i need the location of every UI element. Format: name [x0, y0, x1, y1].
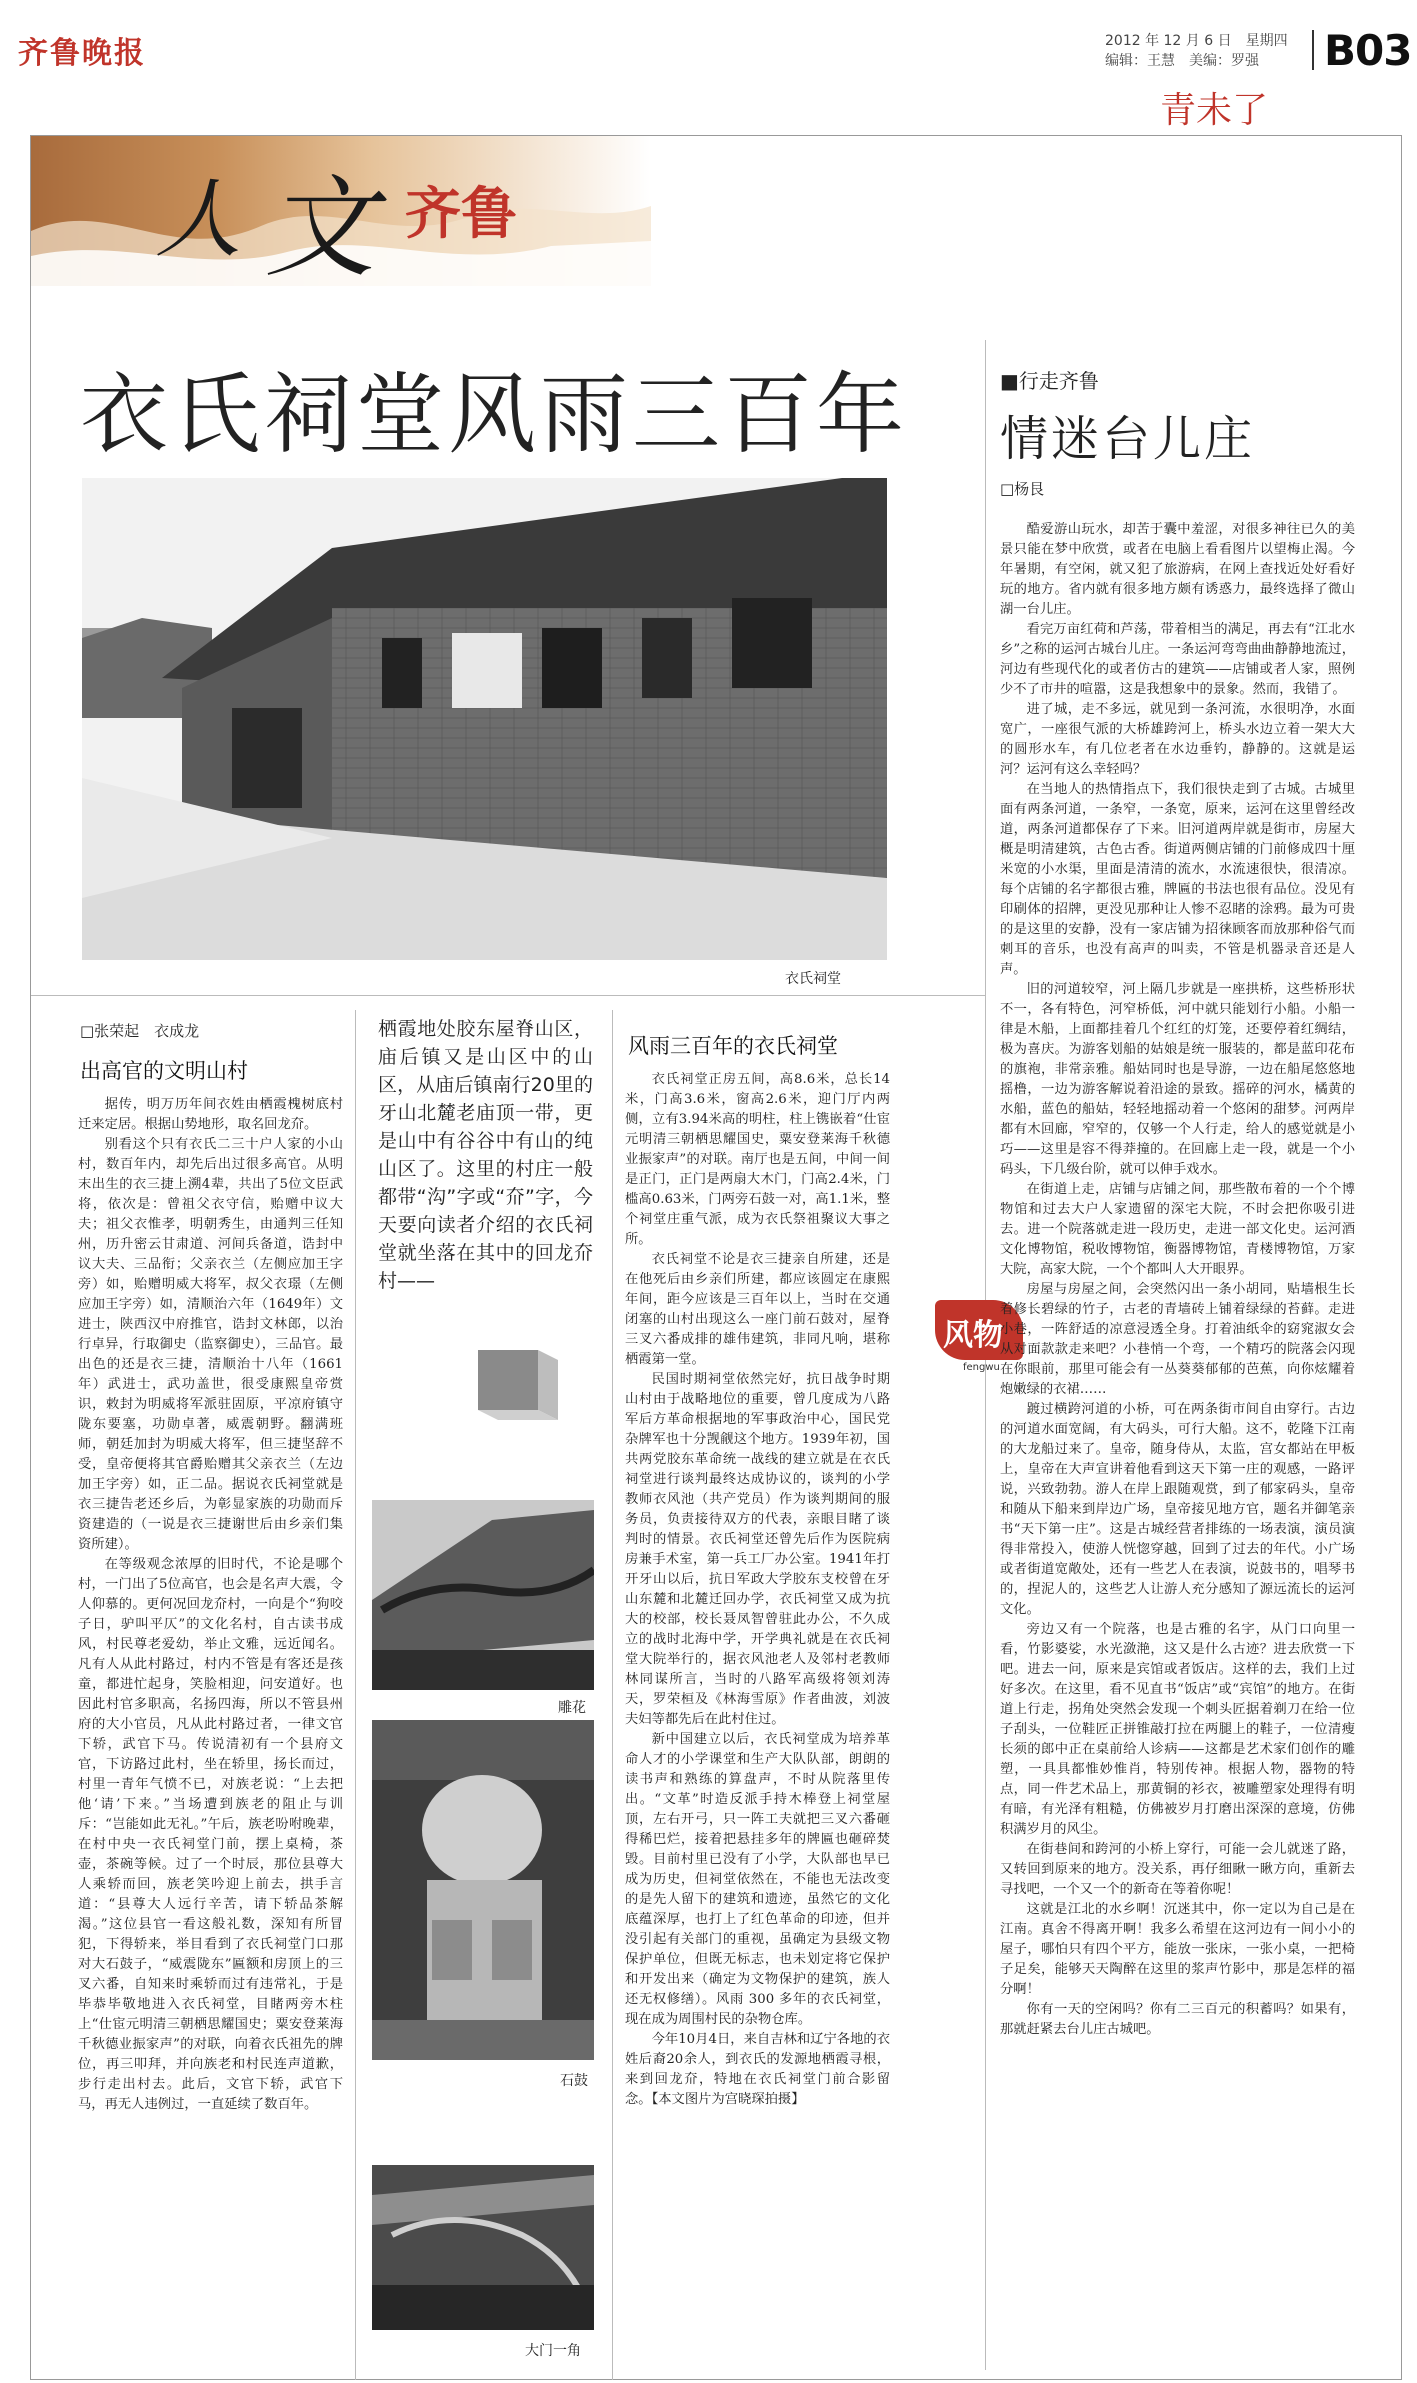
ancestral-hall-photo	[82, 478, 887, 960]
main-photo-caption: 衣氏祠堂	[785, 971, 841, 987]
col1-paragraph: 据传，明万历年间衣姓由栖霞槐树底村迁来定居。根据山势地形，取名回龙夼。	[78, 1097, 343, 1132]
photo-caption-diaohua: 雕花	[558, 1700, 586, 1716]
editor-credits: 编辑：王慧 美编：罗强	[1105, 53, 1259, 69]
side-paragraph: 在街巷间和跨河的小桥上穿行，可能一会儿就迷了路，又转回到原来的地方。没关系，再仔细瞅一瞅方向，重新去寻找吧，一个又一个的新奇在等着你呢！	[1000, 1842, 1355, 1897]
stamp-text: 风物	[943, 1318, 1003, 1353]
side-article-kicker: ■行走齐鲁	[1000, 369, 1099, 393]
col2-paragraph: 衣氏祠堂正房五间，高8.6米，总长14米，门高3.6米，窗高2.6米，迎门厅内两侧，立有3.94米高的明柱，柱上镌嵌着“仕宦元明清三朝栖思耀国史，粟安登莱海千秋德业振家声”的对联。南厅也是五间，中间一间是正门，正门是两扇大木门，门高2.4米，门槛高0.63米，门两旁石鼓一对，高1.1米，整个祠堂庄重气派，成为衣氏祭祖聚议大事之所。	[625, 1072, 890, 1247]
page-number: B03	[1324, 26, 1412, 75]
side-paragraph: 进了城，走不多远，就见到一条河流，水很明净，水面宽广，一座很气派的大桥雄跨河上，桥头水边立着一架大大的圆形水车，有几位老者在水边垂钓，静静的。这就是运河？运河有这么幸轻吗？	[1000, 702, 1355, 777]
column-divider	[612, 1010, 613, 2380]
carved-decoration-photo	[372, 1500, 594, 1690]
side-paragraph: 酷爱游山玩水，却苦于囊中羞涩，对很多神往已久的美景只能在梦中欣赏，或者在电脑上看看图片以望梅止渴。今年暑期，有空闲，就又犯了旅游病，在网上查找近处好看好玩的地方。省内就有很多地方颇有诱惑力，最终选择了微山湖一台儿庄。	[1000, 522, 1355, 617]
side-paragraph: 你有一天的空闲吗？你有二三百元的积蓄吗？如果有，那就赶紧去台儿庄古城吧。	[1000, 2002, 1355, 2037]
masthead-divider	[1312, 30, 1314, 70]
horizontal-rule	[31, 995, 986, 996]
newspaper-logo: 齐鲁晚报	[18, 36, 146, 71]
gate-corner-photo	[372, 2165, 594, 2330]
banner-qilu: 齐鲁	[405, 181, 517, 247]
column-3-text	[625, 1070, 890, 2370]
col2-paragraph: 衣氏祠堂不论是衣三捷亲自所建，还是在他死后由乡亲们所建，都应该圆定在康熙年间，距今应该是三百年以上，当时在交通闭塞的山村出现这么一座门前石鼓对，屋脊三叉六番成排的雄伟建筑，非同凡响，堪称栖霞第一堂。	[625, 1252, 890, 1367]
col2-paragraph: 民国时期祠堂依然完好，抗日战争时期山村由于战略地位的重要，曾几度成为八路军后方革命根据地的军事政治中心，国民党杂牌军也十分觊觎这个地方。1939年初，国共两党胶东革命统一战线的建立就是在衣氏祠堂进行谈判最终达成协议的，谈判的小学教师衣风池（共产党员）作为谈判期间的服务员，负责接待双方的代表，亲眼目睹了谈判时的情景。衣氏祠堂还曾先后作为医院病房兼手术室，第一兵工厂办公室。1941年打开牙山以后，抗日军政大学胶东支校曾在牙山东麓和北麓迁回办学，衣氏祠堂又成为抗大的校部，校长聂凤智曾驻此办公，不久成立的战时北海中学，开学典礼就是在衣氏祠堂大院举行的，据衣风池老人及邻村老教师林同谋所言，当时的八路军高级将领刘涛天，罗荣桓及《林海雪原》作者曲波，刘波夫妇等都先后在此村住过。	[625, 1372, 890, 1727]
photo-caption-shigu: 石鼓	[560, 2073, 588, 2089]
section-name: 青未了	[1160, 90, 1269, 131]
side-paragraph: 旁边又有一个院落，也是古雅的名字，从门口向里一看，竹影婆娑，水光潋滟，这又是什么古迹？进去欣赏一下吧。进去一问，原来是宾馆或者饭店。这样的去，我们上过好多次。在这里，看不见直书“饭店”或“宾馆”的地方。在街道上行走，拐角处突然会发现一个刺头匠据着剃刀在给一位子刮头，一位鞋匠正拼锥敲打拉在两腿上的鞋子，一位清瘦长须的郎中正在桌前给人诊病——这都是艺术家们创作的雕塑，一具具都惟妙惟肖，特别传神。根据人物，器物的特点，同一件艺术品上，那黄铜的衫衣，被雕塑家处理得有明有暗，有光泽有粗糙，仿佛被岁月打磨出深深的意境，仿佛积满岁月的风尘。	[1000, 1622, 1355, 1837]
col2-paragraph: 新中国建立以后，衣氏祠堂成为培养革命人才的小学课堂和生产大队队部，朗朗的读书声和熟练的算盘声，不时从院落里传出。“文革”时造反派手持木棒登上祠堂屋顶，左右开弓，只一阵工夫就把三叉六番砸得稀巴烂，接着把悬挂多年的牌匾也砸碎焚毁。目前村里已没有了小学，大队部也早已成为历史，但祠堂依然在，不能也无法改变的是先人留下的建筑和遗迹，虽然它的文化底蕴深厚，也打上了红色革命的印迹，但并没引起有关部门的重视，虽确定为县级文物保护单位，但既无标志，也未划定将它保护和开发出来（确定为文物保护的建筑，族人还无权修缮）。风雨 300 多年的衣氏祠堂，现在成为周围村民的杂物仓库。	[625, 1732, 890, 2027]
side-article-byline: □杨艮	[1000, 480, 1045, 498]
side-paragraph: 看完万亩红荷和芦荡，带着相当的满足，再去有“江北水乡”之称的运河古城台儿庄。一条运河弯弯曲曲静静地流过，河边有些现代化的或者仿古的建筑——店铺或者人家，照例少不了市井的喧嚣，这是我想象中的景象。然而，我错了。	[1000, 622, 1355, 697]
main-headline: 衣氏祠堂风雨三百年	[80, 363, 909, 466]
side-article-title: 情迷台儿庄	[1000, 411, 1256, 467]
issue-date: 2012 年 12 月 6 日 星期四	[1105, 33, 1288, 49]
side-paragraph: 在当地人的热情指点下，我们很快走到了古城。古城里面有两条河道，一条窄，一条宽，原来，运河在这里曾经改道，两条河道都保存了下来。旧河道两岸就是街市，房屋大概是明清建筑，古色古香。街道两侧店铺的门前修成四十厘米宽的小水渠，里面是清清的流水，水流速很快，很清凉。每个店铺的名字都很古雅，牌匾的书法也很有品位。没见有印刷体的招牌，更没见那种让人惨不忍睹的涂鸦。最为可贵的是这里的安静，没有一家店铺为招徕顾客而放那种俗气而刺耳的音乐，也没有高声的叫卖，不管是机器录音还是人声。	[1000, 782, 1355, 977]
subhead-wenming-shancun: 出高官的文明山村	[80, 1059, 248, 1083]
main-article-byline: □张荣起 衣成龙	[80, 1022, 200, 1040]
side-paragraph: 房屋与房屋之间，会突然闪出一条小胡同，贴墙根生长着修长碧绿的竹子，古老的青墙砖上铺着绿绿的苔藓。走进小巷，一阵舒适的凉意浸透全身。打着油纸伞的窈窕淑女会从对面款款走来吧？小巷悄一个弯，一个精巧的院落会闪现在你眼前，那里可能会有一丛葵葵郁郁的芭蕉，向你炫耀着炮嫩绿的衣裙……	[1000, 1282, 1355, 1397]
photo-caption-damen: 大门一角	[525, 2343, 581, 2359]
subhead-fengyu-sanbainian: 风雨三百年的衣氏祠堂	[628, 1034, 838, 1058]
lead-paragraph: 栖霞地处胶东屋脊山区，庙后镇又是山区中的山区，从庙后镇南行20里的牙山北麓老庙顶一带，更是山中有谷谷中有山的纯山区了。这里的村庄一般都带“沟”字或“夼”字，今天要向读者介绍的衣氏祠堂就坐落在其中的回龙夼村——	[378, 1018, 593, 1292]
side-paragraph: 旧的河道较窄，河上隔几步就是一座拱桥，这些桥形状不一，各有特色，河窄桥低，河中就只能划行小船。小船一律是木船，上面都挂着几个红红的灯笼，还要停着红绸结，极为喜庆。为游客划船的姑娘是统一服装的，都是蓝印花布的旗袍，非常亲雅。船姑同时也是导游，一边在船尾悠悠地摇橹，一边为游客解说着沿途的景致。摇碎的河水，橘黄的水船，蓝色的船姑，轻轻地摇动着一个悠闲的甜梦。河两岸都有木回廊，窄窄的，仅够一个人行走，给人的感觉就是小巧——这里是容不得莽撞的。在回廊上走一段，就是一个小码头，下几级台阶，就可以伸手戏水。	[1000, 982, 1355, 1177]
side-paragraph: 在街道上走，店铺与店铺之间，那些散布着的一个个博物馆和过去大户人家遗留的深宅大院，不时会把你吸引进去。进一个院落就走进一段历史，走进一部文化史。运河酒文化博物馆，税收博物馆，衡器博物馆，青楼博物馆，万家大院，高家大院，一个个都叫人大开眼界。	[1000, 1182, 1355, 1277]
stamp-subtext: fengwu	[963, 1362, 1000, 1373]
col1-paragraph: 别看这个只有衣氏二三十户人家的小山村，数百年内，却先后出过很多高官。从明末出生的衣三捷上溯4辈，共出了5位文臣武将，依次是：曾祖父衣守信，贻赠中议大夫；祖父衣惟孝，明朝秀生，由通判三任知州，历升密云甘肃道、河间兵备道，诰封中议大夫、三品衔；父亲衣兰（左侧应加王字旁）如，贻赠明威大将军，叔父衣璟（左侧应加王字旁）如，清顺治六年（1649年）文进士，陕西汉中府推官，诰封文林郎，以治行卓异，行取御史（监察御史），三品官。最出色的还是衣三捷，清顺治十八年（1661年）武进士，武功盖世，很受康熙皇帝赏识，敕封为明威将军派驻固原，平凉府镇守陇东要塞，功勋卓著，威震朝野。翻满班师，朝廷加封为明威大将军，但三捷坚辞不受，皇帝便将其官爵贻赠其父亲衣兰（左边加王字旁）如，正二品。据说衣氏祠堂就是衣三捷告老还乡后，为彰显家族的功勋而斥资建造的（一说是衣三捷谢世后由乡亲们集资所建）。	[78, 1137, 343, 1552]
column-1-text	[78, 1095, 343, 2375]
banner-character-ren: 人	[155, 170, 241, 270]
quote-mark-decoration	[468, 1350, 558, 1430]
side-paragraph: 踱过横跨河道的小桥，可在两条街市间自由穿行。古边的河道水面宽阔，有大码头，可行大船。这不，乾隆下江南的大龙船过来了。皇帝，随身侍从，太监，宫女都站在甲板上，皇帝在大声宣讲着他看到这天下第一庄的观感，一路评说，兴致勃勃。游人在岸上跟随观赏，到了郁家码头，皇帝和随从下船来到岸边广场，皇帝接见地方官，题名并御笔亲书“天下第一庄”。这是古城经营者排练的一场表演，演员演得非常投入，使游人恍惚穿越，回到了过去的年代。小广场或者街道宽敞处，还有一些艺人在表演，说鼓书的，唱琴书的，捏泥人的，这些艺人让游人充分感知了源远流长的运河文化。	[1000, 1402, 1355, 1617]
column-divider	[355, 1010, 356, 2380]
banner-character-wen: 文	[265, 164, 375, 292]
col1-paragraph: 在等级观念浓厚的旧时代，不论是哪个村，一门出了5位高官，也会是名声大震，令人仰慕的。更何况回龙夼村，一向是个“狗咬子日，驴叫平仄”的文化名村，自古读书成风，村民尊老爱幼，举止文雅，远近闻名。凡有人从此村路过，村内不管是有客还是孩童，都进忙起身，笑脸相迎，问安道好。也因此村官多职高，名扬四海，所以不管县州府的大小官员，凡从此村路过者，一律文官下轿，武官下马。传说清初有一个县府文官，下访路过此村，坐在轿里，扬长而过，村里一青年气愤不已，对族老说：“上去把他‘请’下来。”当场遭到族老的阻止与训斥：“岂能如此无礼。”午后，族老吩咐晚辈，在村中央一衣氏祠堂门前，摆上桌椅，茶壶，茶碗等候。过了一个时辰，那位县尊大人乘轿而回，族老笑吟迎上前去，拱手言道：“县尊大人远行辛苦，请下轿品茶解渴。”这位县官一看这般礼数，深知有所冒犯，下得轿来，举目看到了衣氏祠堂门口那对大石鼓子，“威震陇东”匾额和房顶上的三叉六番，自知来时乘轿而过有违常礼，于是毕恭毕敬地进入衣氏祠堂，目睹两旁木柱上“仕宦元明清三朝栖思耀国史；粟安登莱海千秋德业振家声”的对联，向着衣氏祖先的牌位，再三叩拜，并向族老和村民连声道歉，步行走出村去。此后，文官下轿，武官下马，再无人违例过，一直延续了数百年。	[78, 1557, 343, 2112]
col2-paragraph: 今年10月4日，来自吉林和辽宁各地的衣姓后裔20余人，到衣氏的发源地栖霞寻根，来到回龙夼，特地在衣氏祠堂门前合影留念。【本文图片为宫晓琛拍摄】	[625, 2032, 890, 2107]
stone-drum-photo	[372, 1720, 594, 2060]
side-article-text	[1000, 520, 1355, 2370]
side-paragraph: 这就是江北的水乡啊！沉迷其中，你一定以为自己是在江南。真舍不得离开啊！我多么希望在这河边有一间小小的屋子，哪怕只有四个平方，能放一张床，一张小桌，一把椅子足矣，能够天天陶醉在这里的浆声竹影中，那是怎样的福分啊！	[1000, 1902, 1355, 1997]
